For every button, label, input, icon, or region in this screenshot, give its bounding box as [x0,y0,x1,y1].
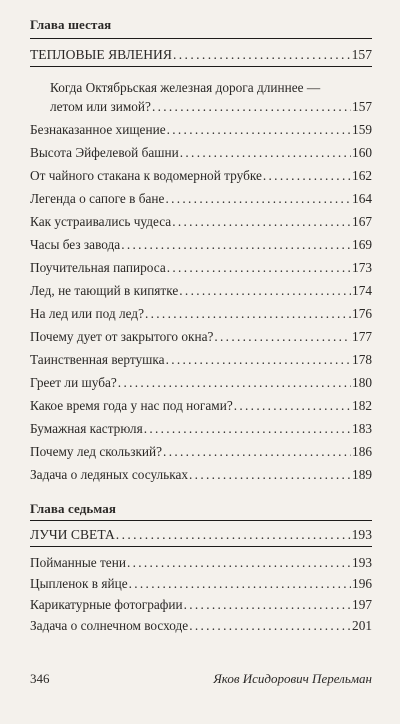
leader-dots [234,398,351,414]
leader-dots [145,306,351,322]
toc-entry-page: 182 [352,398,372,413]
toc-entry [30,122,372,138]
toc-entry-page: 176 [352,306,372,321]
toc-entry-page: 174 [352,283,372,298]
toc-entry-title: Цыпленок в яйце [30,576,128,591]
toc-entry-title: Поучительная папироса [30,260,166,275]
toc-entry [30,214,372,230]
toc-entry-title: Задача о солнечном восходе [30,618,189,633]
page-number: 346 [30,671,50,686]
divider [30,38,372,39]
toc-entry-page: 180 [352,375,372,390]
leader-dots [172,214,351,230]
toc-entry-page: 157 [352,99,372,114]
divider [30,546,372,547]
toc-entry [30,260,372,276]
toc-entry-page: 186 [352,444,372,459]
leader-dots [180,145,351,161]
toc-part-entry [30,47,372,63]
leader-dots [116,527,351,543]
toc-entry [30,421,372,437]
toc-entry-title: Почему дует от закрытого окна? [30,329,214,344]
part-page: 193 [351,527,372,542]
leader-dots [127,555,351,571]
toc-entry-title: Пойманные тени [30,555,126,570]
leader-dots [166,352,351,368]
leader-dots [179,283,351,299]
divider [30,66,372,67]
toc-entry-page: 193 [352,555,372,570]
toc-entry [30,576,372,592]
toc-entry-title: Карикатурные фотографии [30,597,183,612]
toc-entry [30,444,372,460]
leader-dots [144,421,351,437]
toc-entry-title: Таинственная вертушка [30,352,165,367]
toc-entry-title: Почему лед скользкий? [30,444,163,459]
toc-entry-page: 197 [352,597,372,612]
leader-dots [263,168,351,184]
toc-entry-title: На лед или под лед? [30,306,144,321]
toc-entry [30,329,372,345]
toc-entry-page: 177 [352,329,372,344]
toc-entry [30,145,372,161]
toc-entry [30,597,372,613]
toc-entry [30,618,372,634]
toc-entry-page: 189 [352,467,372,482]
leader-dots [167,260,351,276]
leader-dots [129,576,351,592]
part-page: 157 [351,47,372,62]
leader-dots [163,444,351,460]
toc-entry [30,191,372,207]
toc-entry-page: 196 [352,576,372,591]
toc-entry [30,467,372,483]
toc-part-entry [30,527,372,543]
toc-entry-title: Как устраивались чудеса [30,214,172,229]
toc-entry-title: Безнаказанное хищение [30,122,166,137]
part-title: ТЕПЛОВЫЕ ЯВЛЕНИЯ [30,47,172,62]
toc-entry-page: 201 [352,618,372,633]
toc-entry-page: 167 [352,214,372,229]
toc-entry-page: 178 [352,352,372,367]
chapter-heading: Глава шестая [30,17,112,32]
toc-entry [30,555,372,571]
running-author: Яков Исидорович Перельман [213,671,372,686]
leader-dots [165,191,351,207]
toc-entry-title: Высота Эйфелевой башни [30,145,179,160]
toc-entry [50,99,372,115]
toc-entry-page: 173 [352,260,372,275]
toc-entry [30,352,372,368]
toc-entry-page: 160 [352,145,372,160]
toc-entry [30,283,372,299]
toc-entry-page: 162 [352,168,372,183]
toc-entry-continuation: летом или зимой? [50,99,151,114]
toc-entry [30,168,372,184]
leader-dots [189,618,351,634]
toc-entry [30,398,372,414]
leader-dots [121,237,351,253]
toc-entry-title: Легенда о сапоге в бане [30,191,165,206]
leader-dots [184,597,351,613]
leader-dots [173,47,351,63]
leader-dots [167,122,351,138]
toc-entry-page: 183 [352,421,372,436]
toc-entry-title: Греет ли шуба? [30,375,117,390]
toc-entry-page: 169 [352,237,372,252]
toc-entry-title: Бумажная кастрюля [30,421,143,436]
toc-entry-title: От чайного стакана к водомерной трубке [30,168,262,183]
toc-entry [30,237,372,253]
toc-entry-title: Какое время года у нас под ногами? [30,398,233,413]
leader-dots [214,329,351,345]
toc-entry [30,306,372,322]
chapter-heading: Глава седьмая [30,501,116,516]
leader-dots [152,99,351,115]
toc-entry-page: 164 [352,191,372,206]
toc-entry-title: Часы без завода [30,237,121,252]
part-title: ЛУЧИ СВЕТА [30,527,115,542]
divider [30,520,372,521]
toc-entry-title: Лед, не тающий в кипятке [30,283,179,298]
toc-entry-title: Задача о ледяных сосульках [30,467,189,482]
leader-dots [189,467,351,483]
leader-dots [118,375,351,391]
toc-entry-page: 159 [352,122,372,137]
toc-entry-title: Когда Октябрьская железная дорога длиннее — [50,80,321,95]
toc-entry [30,375,372,391]
